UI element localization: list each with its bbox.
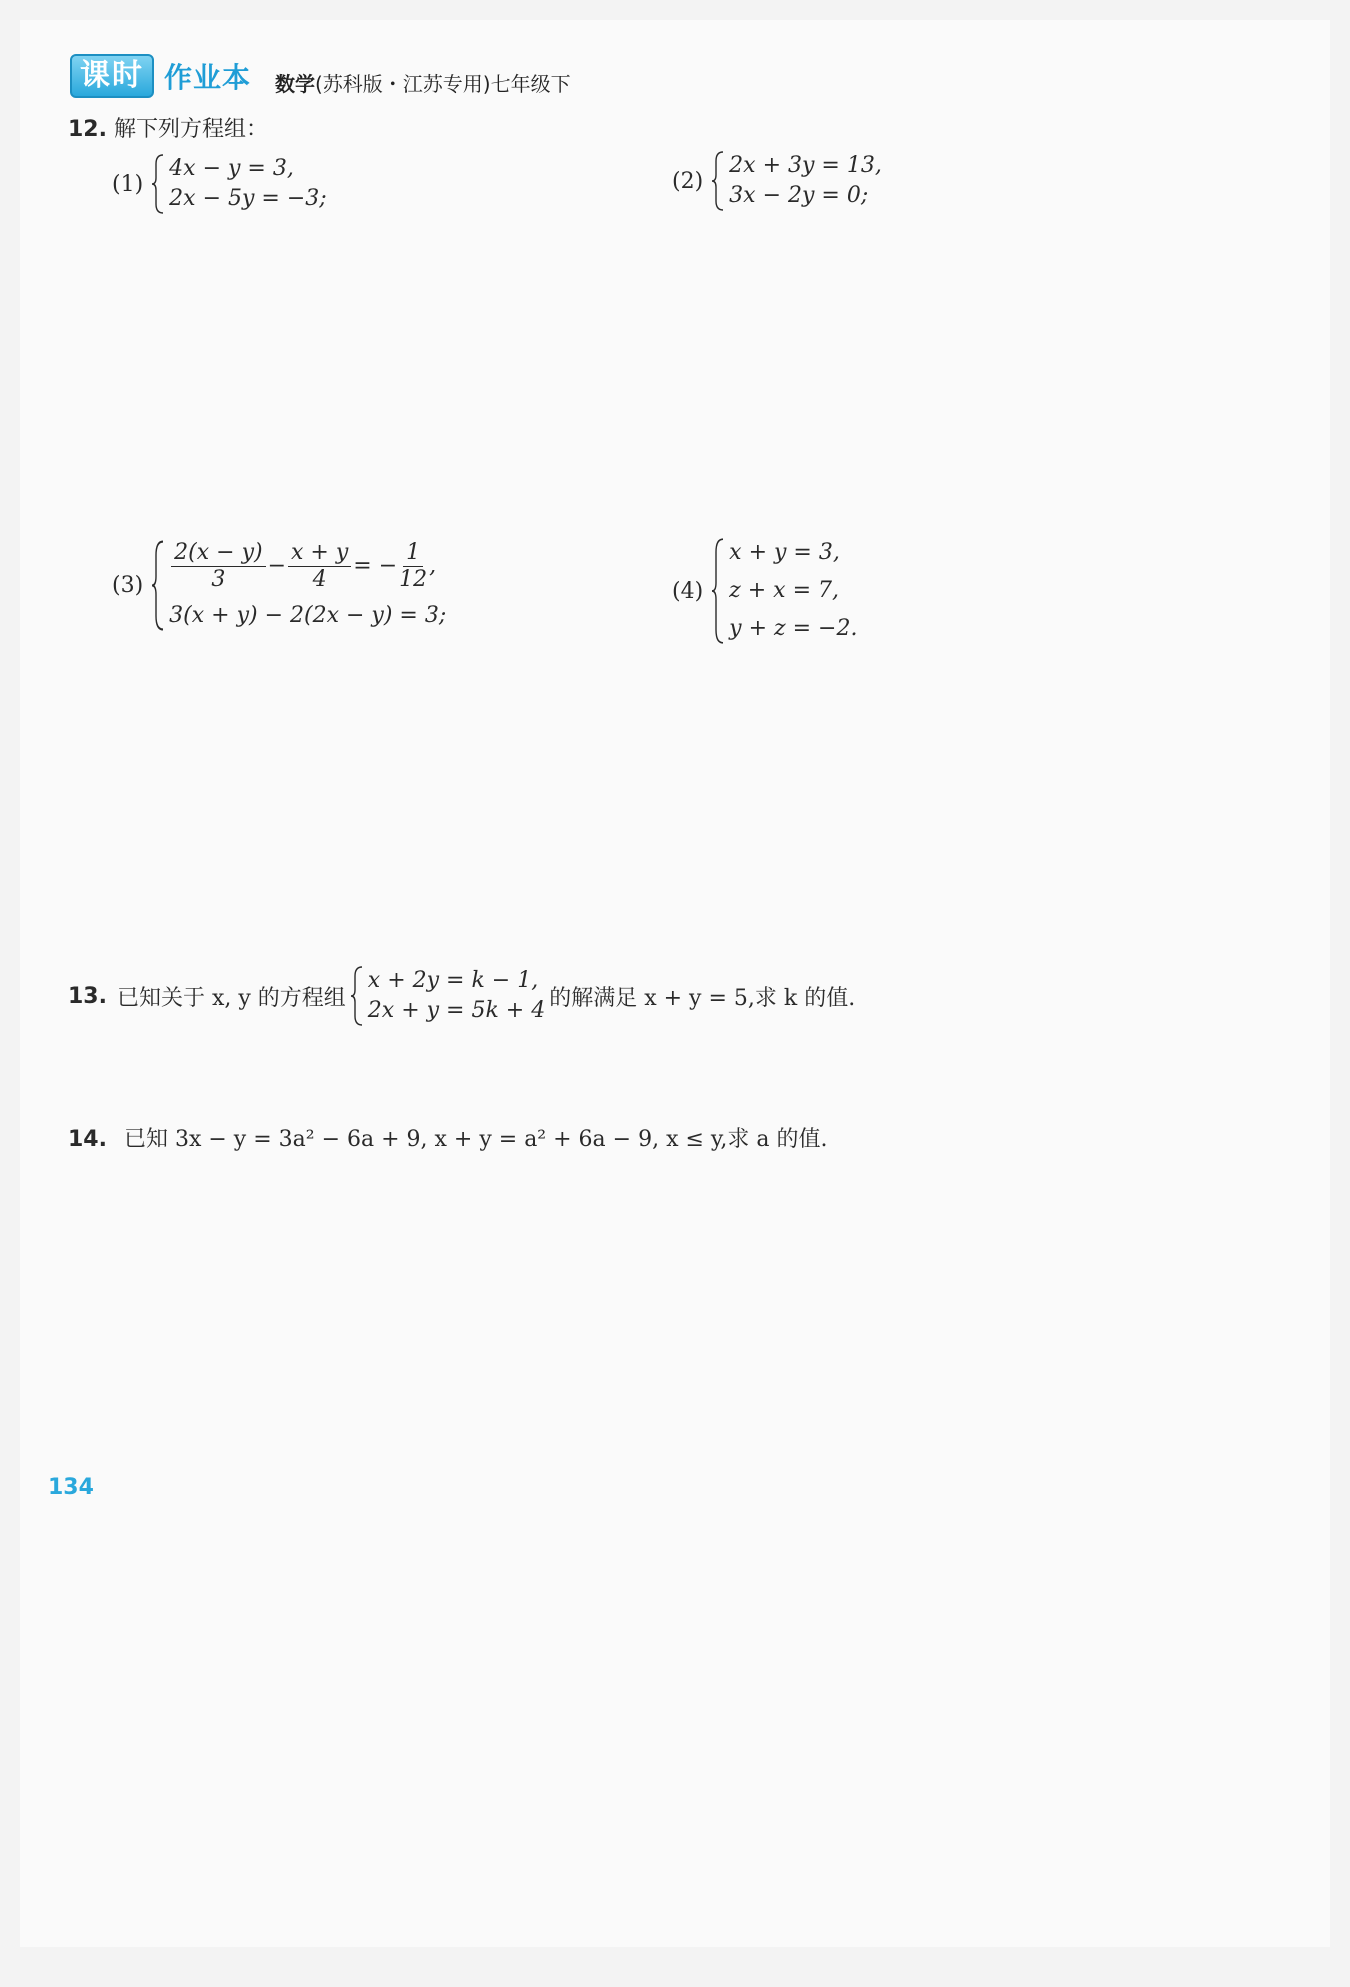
header-edition: (苏科版・江苏专用)七年级下	[315, 72, 571, 96]
q13-before: 已知关于 x, y 的方程组	[116, 985, 346, 1011]
logo-badge: 课时	[70, 54, 154, 98]
q13-number: 13.	[68, 983, 107, 1009]
q13	[68, 966, 855, 1026]
equals-minus: = −	[353, 553, 398, 579]
frac3-denominator: 12	[399, 567, 428, 592]
left-brace-icon	[350, 966, 364, 1026]
q13-system	[350, 966, 545, 1026]
q12-part4	[672, 538, 857, 644]
q12-prompt: 解下列方程组：	[113, 117, 268, 142]
part3-eq1	[169, 540, 446, 593]
fraction	[399, 540, 427, 593]
frac1-numerator: 2(x − y)	[171, 540, 265, 567]
part4-eq2: z + x = 7,	[729, 578, 839, 603]
q14-number: 14.	[68, 1127, 107, 1152]
q13-after: 的解满足 x + y = 5,求 k 的值.	[549, 985, 856, 1011]
frac3-numerator: 1	[403, 540, 423, 567]
part2-label: (2)	[672, 168, 704, 194]
comma: ,	[429, 553, 437, 579]
part4-system	[711, 538, 857, 644]
part3-system	[151, 540, 446, 631]
part2-eq1: 2x + 3y = 13,	[729, 153, 882, 178]
part1-system	[151, 154, 327, 214]
part1-eq2: 2x − 5y = −3;	[169, 186, 327, 211]
frac1-denominator: 3	[211, 567, 226, 592]
part1-eq1: 4x − y = 3,	[169, 156, 294, 181]
frac2-numerator: x + y	[288, 540, 351, 567]
fraction	[171, 540, 265, 593]
header-subject: 数学	[275, 72, 315, 96]
part1-label: (1)	[112, 171, 144, 197]
part4-eq3: y + z = −2.	[729, 616, 858, 641]
left-brace-icon	[711, 538, 725, 644]
logo-text: 作业本	[164, 61, 252, 94]
page-number: 134	[48, 1475, 94, 1500]
part3-eq2: 3(x + y) − 2(2x − y) = 3;	[169, 603, 447, 628]
q14	[68, 1122, 828, 1153]
q14-text: 已知 3x − y = 3a² − 6a + 9, x + y = a² + 6a − 9, x ≤ y,求 a 的值.	[123, 1127, 828, 1152]
left-brace-icon	[151, 540, 165, 631]
minus-sign: −	[267, 553, 287, 579]
q12-part2	[672, 151, 882, 211]
left-brace-icon	[711, 151, 725, 211]
header-subtitle	[275, 68, 571, 97]
fraction	[288, 540, 351, 593]
page	[20, 20, 1330, 1947]
header-logo	[70, 56, 251, 96]
part2-system	[711, 151, 882, 211]
part4-eq1: x + y = 3,	[729, 540, 840, 565]
q12-number: 12.	[68, 117, 107, 142]
q12-part3	[112, 540, 446, 631]
part3-label: (3)	[112, 573, 144, 598]
q12-part1	[112, 154, 327, 214]
q13-eq1: x + 2y = k − 1,	[367, 968, 539, 993]
part4-label: (4)	[672, 578, 704, 604]
q13-eq2: 2x + y = 5k + 4	[367, 998, 546, 1023]
part2-eq2: 3x − 2y = 0;	[729, 183, 869, 208]
left-brace-icon	[151, 154, 165, 214]
q12-heading	[68, 112, 268, 143]
frac2-denominator: 4	[312, 567, 327, 592]
